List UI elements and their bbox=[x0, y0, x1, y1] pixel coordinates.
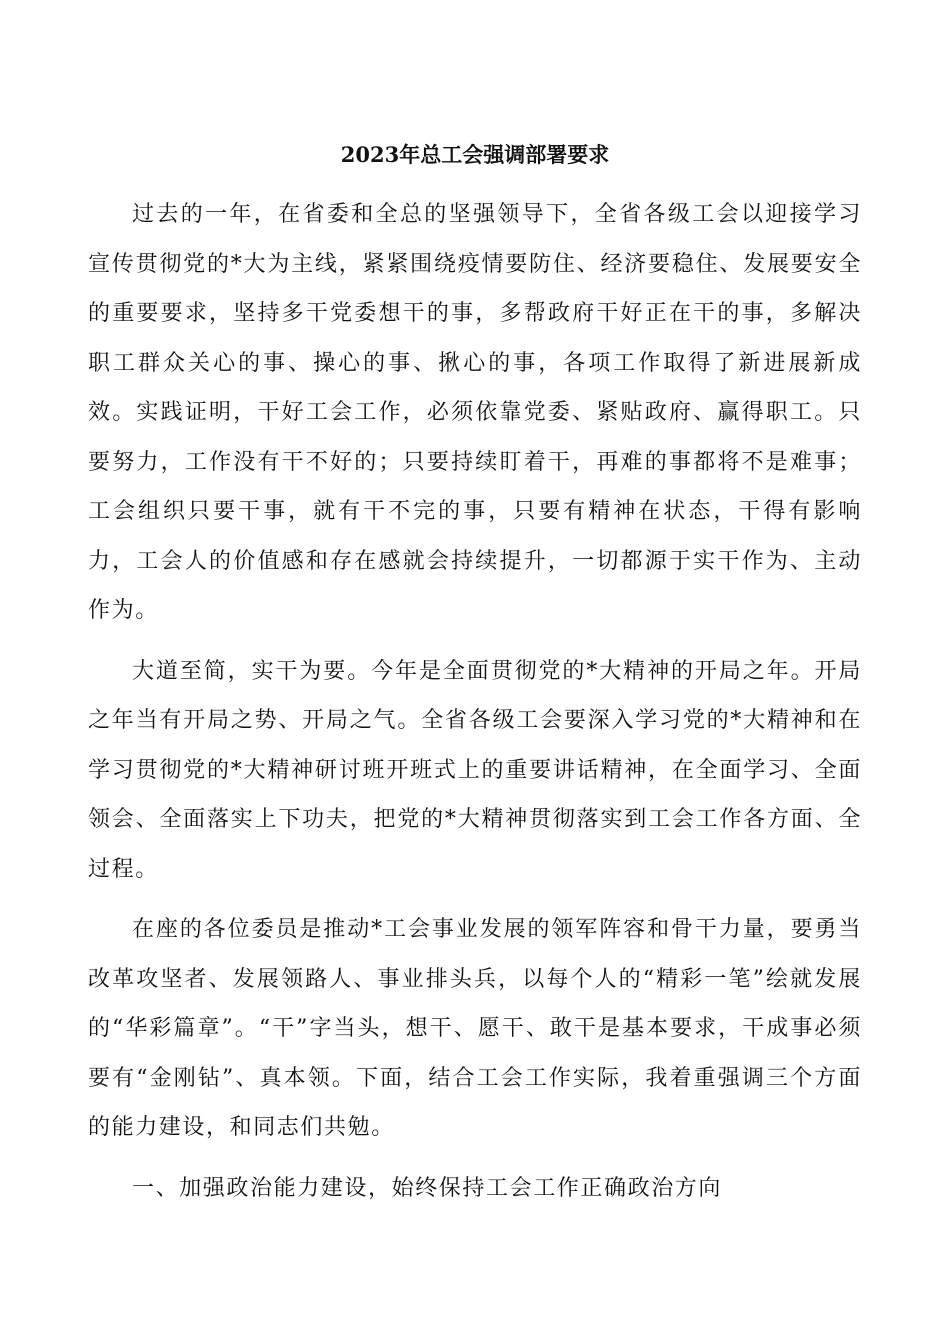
paragraph-committee-members: 在座的各位委员是推动*工会事业发展的领军阵容和骨干力量，要勇当改革攻坚者、发展领路人、事业排头兵，以每个人的“精彩一笔”绘就发展的“华彩篇章”。“干”字当头，想干、愿干、敢干是基本要求，干成事必须要有“金刚钻”、真本领。下面，结合工会工作实际，我着重强调三个方面的能力建设，和同志们共勉。 bbox=[88, 917, 862, 1140]
paragraph-opening-year: 大道至简，实干为要。今年是全面贯彻党的*大精神的开局之年。开局之年当有开局之势、开局之气。全省各级工会要深入学习党的*大精神和在学习贯彻党的*大精神研讨班开班式上的重要讲话精神，在全面学习、全面领会、全面落实上下功夫，把党的*大精神贯彻落实到工会工作各方面、全过程。 bbox=[88, 658, 862, 882]
document-body bbox=[88, 190, 862, 1213]
document-title: 2023年总工会强调部署要求 bbox=[340, 142, 610, 167]
section-heading-political-ability: 一、加强政治能力建设，始终保持工会工作正确政治方向 bbox=[132, 1175, 723, 1201]
paragraph-review: 过去的一年，在省委和全总的坚强领导下，全省各级工会以迎接学习宣传贯彻党的*大为主线，紧紧围绕疫情要防住、经济要稳住、发展要安全的重要要求，坚持多干党委想干的事，多帮政府干好正在干的事，多解决职工群众关心的事、操心的事、揪心的事，各项工作取得了新进展新成效。实践证明，干好工会工作，必须依靠党委、紧贴政府、赢得职工。只要努力，工作没有干不好的；只要持续盯着干，再难的事都将不是难事；工会组织只要干事，就有干不完的事，只要有精神在状态，干得有影响力，工会人的价值感和存在感就会持续提升，一切都源于实干作为、主动作为。 bbox=[88, 202, 862, 623]
